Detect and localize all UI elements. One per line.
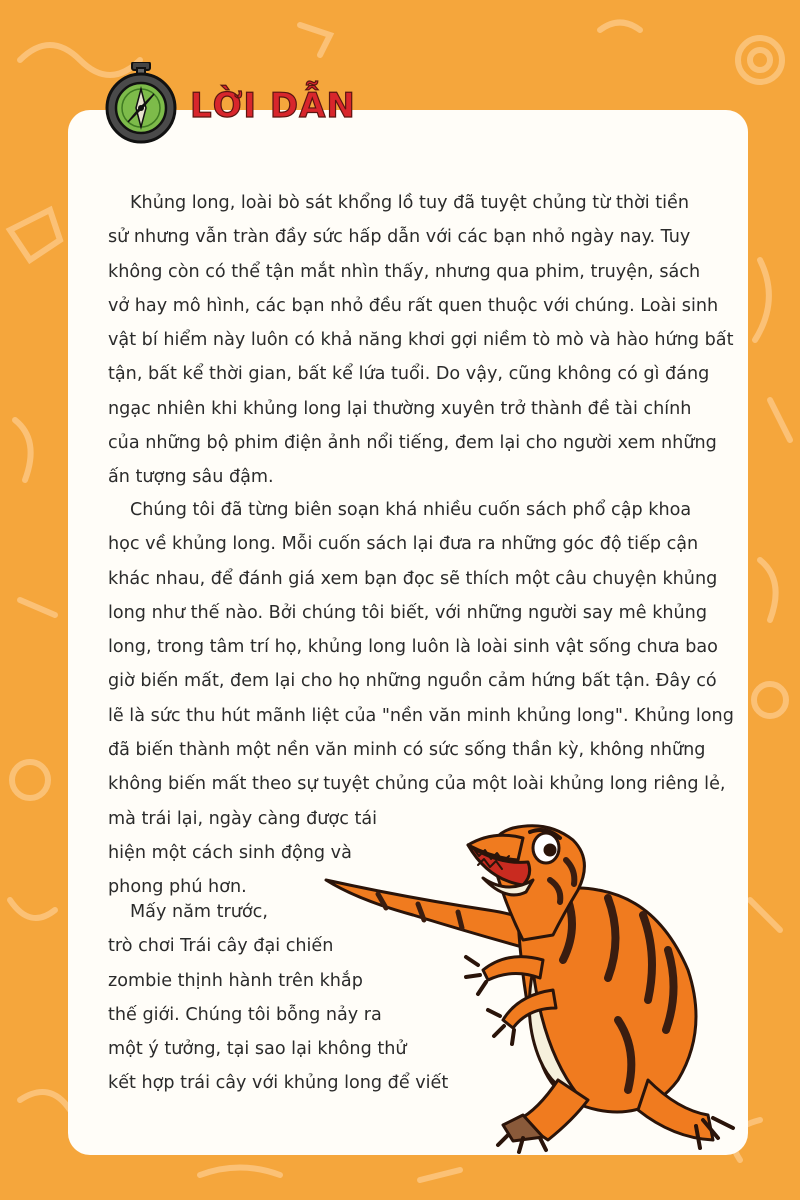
text-line: ngạc nhiên khi khủng long lại thường xuyên trở thành đề tài chính [108, 398, 692, 419]
text-line: vở hay mô hình, các bạn nhỏ đều rất quen thuộc với chúng. Loài sinh [108, 295, 719, 316]
text-line: vật bí hiểm này luôn có khả năng khơi gợi niềm tò mò và hào hứng bất [108, 330, 734, 351]
text-line: thế giới. Chúng tôi bỗng nảy ra [108, 1004, 382, 1025]
text-line: không còn có thể tận mắt nhìn thấy, nhưng qua phim, truyện, sách [108, 261, 701, 282]
text-line: kết hợp trái cây với khủng long để viết [108, 1073, 449, 1094]
page-title: LỜI DẪN [190, 86, 356, 126]
text-line: lẽ là sức thu hút mãnh liệt của "nền văn minh khủng long". Khủng long [108, 705, 734, 726]
text-line: trò chơi Trái cây đại chiến [108, 936, 334, 957]
text-line: mà trái lại, ngày càng được tái [108, 808, 378, 829]
text-line: đã biến thành một nền văn minh có sức sống thần kỳ, không những [108, 740, 706, 761]
text-line: ấn tượng sâu đậm. [108, 467, 274, 488]
text-line: không biến mất theo sự tuyệt chủng của một loài khủng long riêng lẻ, [108, 774, 726, 795]
text-line: Khủng long, loài bò sát khổng lồ tuy đã tuyệt chủng từ thời tiền [130, 193, 689, 213]
text-line: Chúng tôi đã từng biên soạn khá nhiều cuốn sách phổ cập khoa [130, 500, 692, 520]
text-line: Mấy năm trước, [130, 902, 268, 922]
text-line: long như thế nào. Bởi chúng tôi biết, với những người say mê khủng [108, 602, 708, 623]
text-line: của những bộ phim điện ảnh nổi tiếng, đem lại cho người xem những [108, 433, 717, 454]
text-line: giờ biến mất, đem lại cho họ những nguồn cảm hứng bất tận. Đây có [108, 671, 717, 692]
text-line: học về khủng long. Mỗi cuốn sách lại đưa ra những góc độ tiếp cận [108, 534, 699, 555]
text-line: phong phú hơn. [108, 877, 247, 898]
paragraph-1 [108, 186, 733, 495]
dinosaur-illustration [318, 820, 758, 1160]
text-line: một ý tưởng, tại sao lại không thử [108, 1039, 407, 1060]
text-line: zombie thịnh hành trên khắp [108, 970, 363, 991]
compass-icon [104, 62, 178, 144]
text-line: tận, bất kể thời gian, bất kể lứa tuổi. Do vậy, cũng không có gì đáng [108, 364, 710, 385]
text-line: khác nhau, để đánh giá xem bạn đọc sẽ thích một câu chuyện khủng [108, 568, 718, 589]
text-line: hiện một cách sinh động và [108, 842, 352, 863]
text-line: sử nhưng vẫn tràn đầy sức hấp dẫn với các bạn nhỏ ngày nay. Tuy [108, 227, 691, 248]
text-line: long, trong tâm trí họ, khủng long luôn là loài sinh vật sống chưa bao [108, 637, 718, 658]
